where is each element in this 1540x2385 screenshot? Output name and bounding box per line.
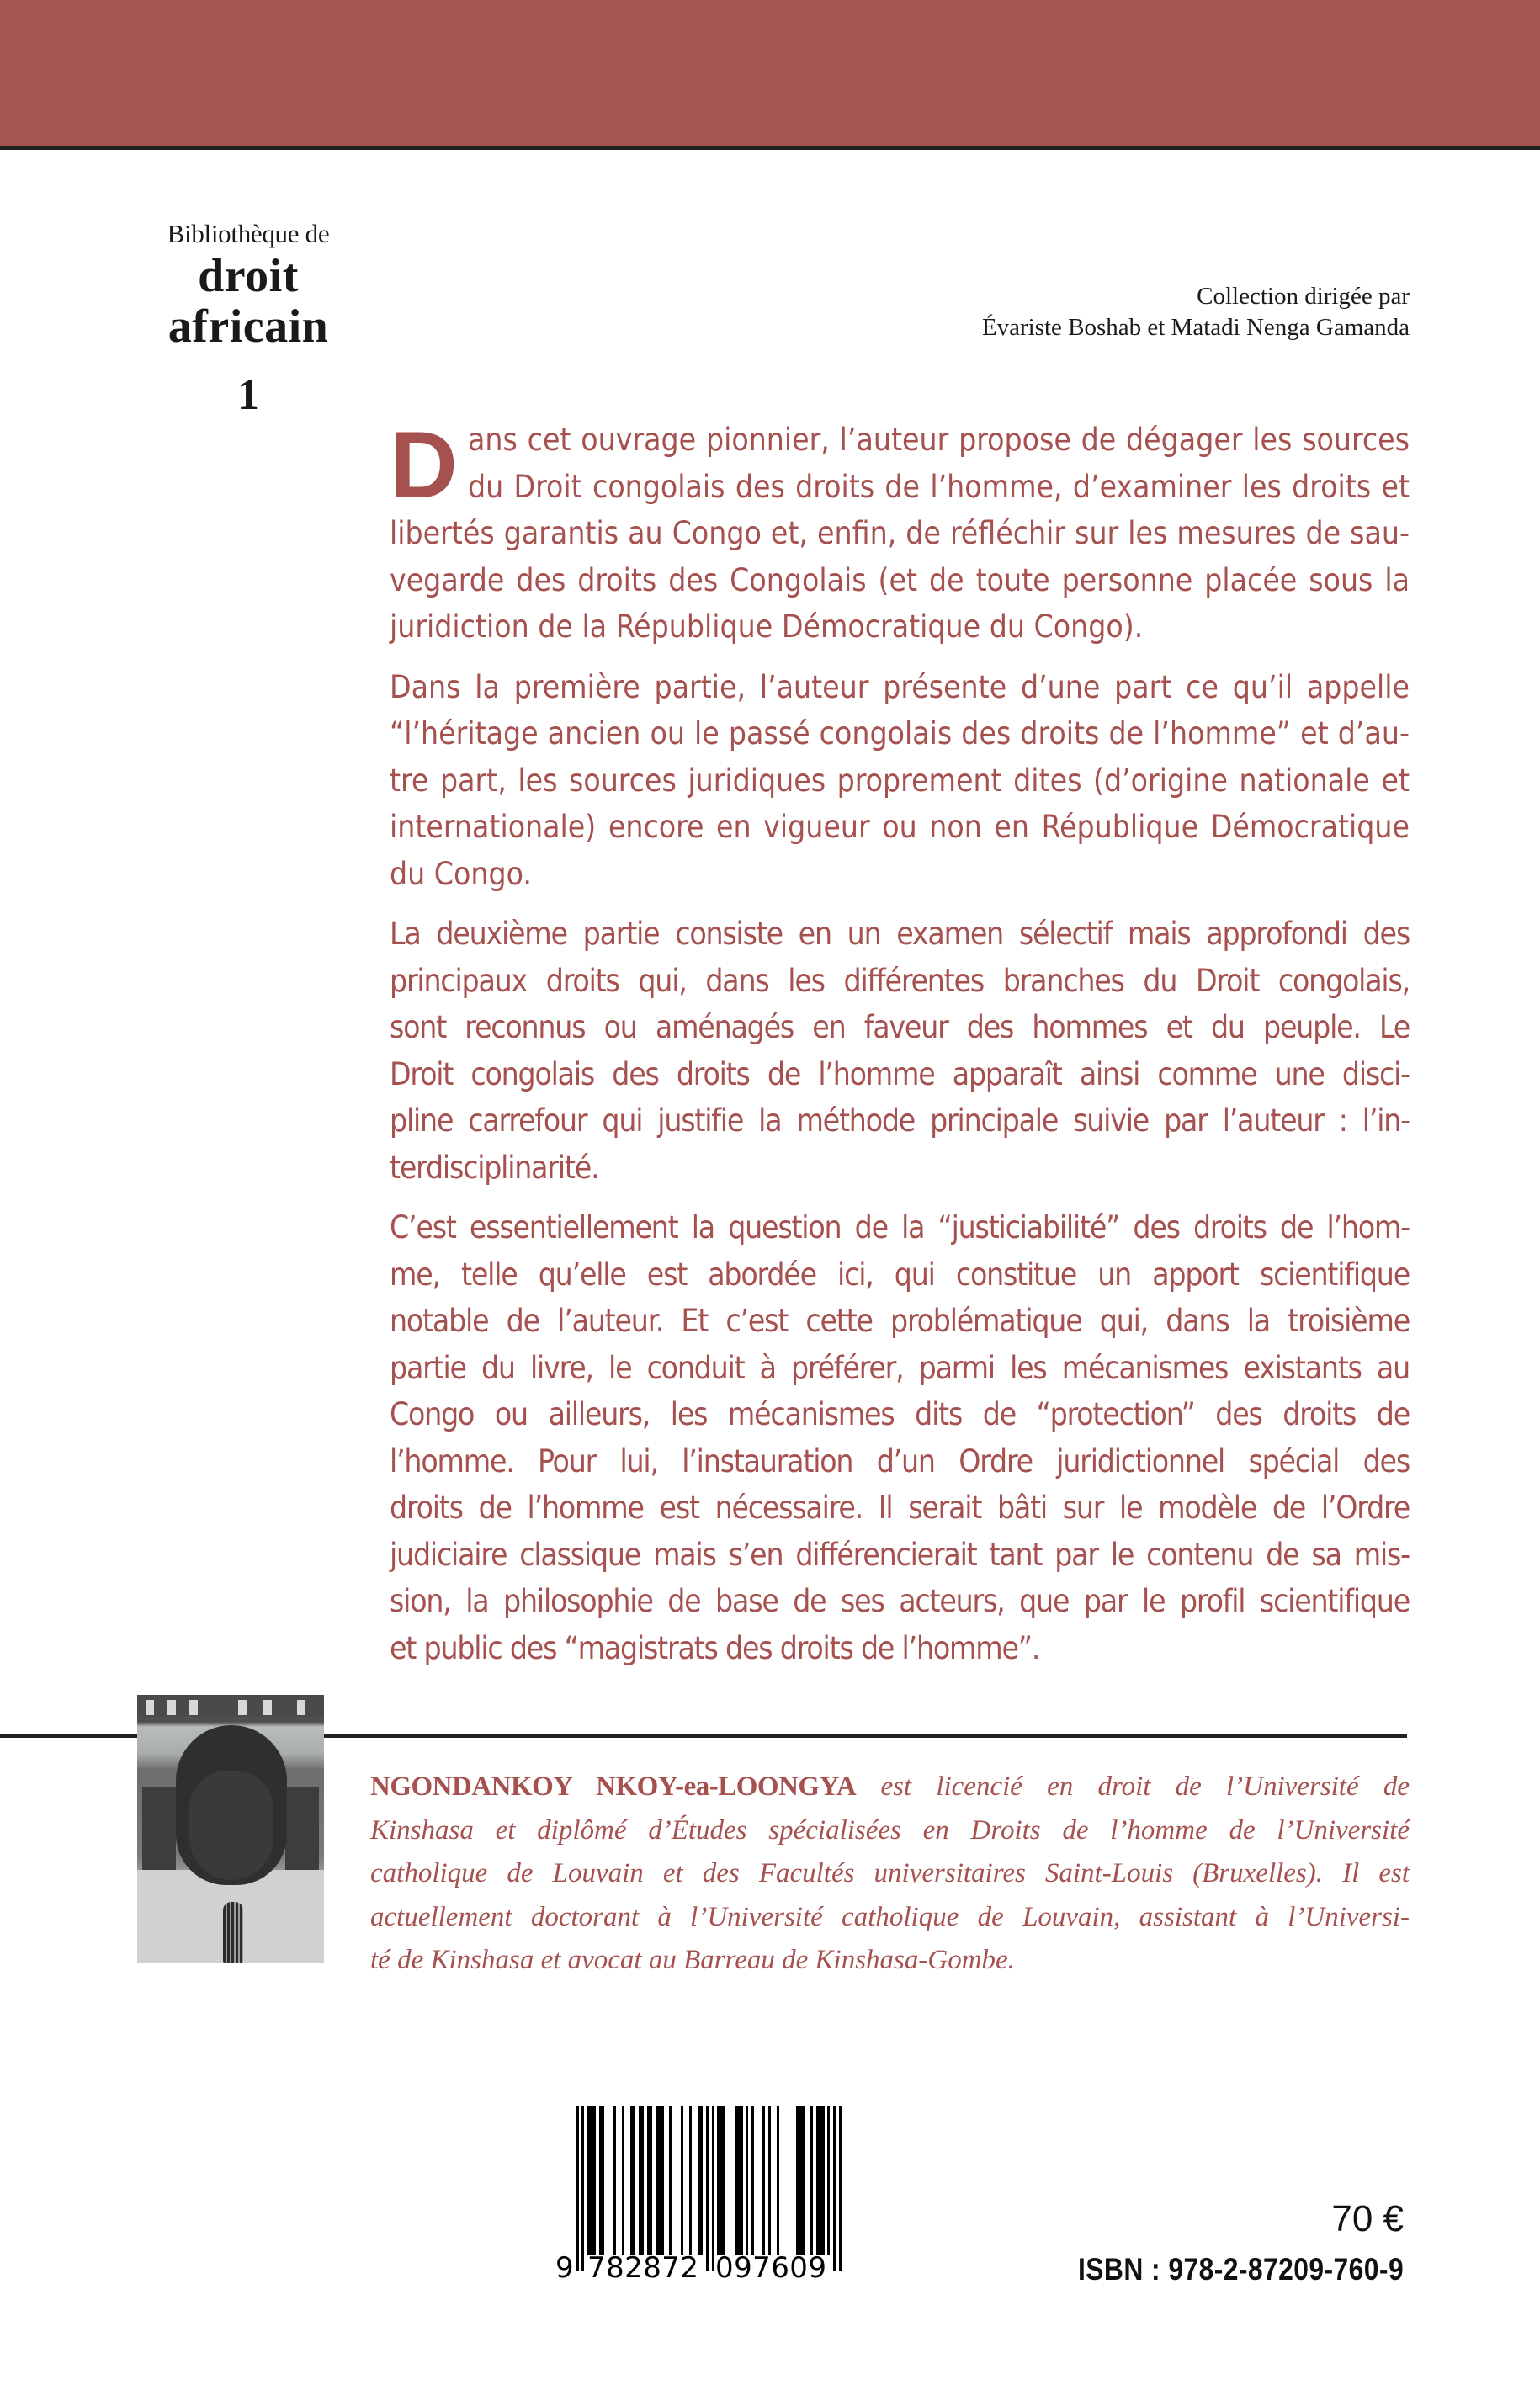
text-line: libertés garantis au Congo et, enfin, de réfléchir sur les mesures de sau- — [390, 515, 1410, 551]
author-photo — [137, 1695, 324, 1963]
series-title-block — [122, 217, 374, 421]
text-line: La deuxième partie consiste en un examen sélectif mais approfondi des — [390, 916, 1410, 952]
text-line: juridiction de la République Démocratique du Congo). — [390, 608, 1144, 645]
text-line: droits de l’homme est nécessaire. Il serait bâti sur le modèle de l’Ordre — [390, 1490, 1410, 1526]
collection-credit — [982, 281, 1410, 343]
barcode-bars — [576, 2106, 842, 2271]
text-line: partie du livre, le conduit à préférer, parmi les mécanismes existants au — [390, 1349, 1410, 1386]
isbn: ISBN : 978-2-87209-760-9 — [1077, 2252, 1404, 2287]
header-rule — [0, 146, 1540, 150]
text-line: du Droit congolais des droits de l’homme, d’examiner les droits et — [468, 468, 1410, 505]
text-line: me, telle qu’elle est abordée ici, qui constitue un apport scientifique — [390, 1256, 1410, 1293]
series-prefix: Bibliothèque de — [167, 219, 330, 248]
text-line: “l’héritage ancien ou le passé congolais des droits de l’homme” et d’au- — [390, 715, 1410, 752]
author-name: NGONDANKOY NKOY-ea-LOONGYA — [370, 1771, 857, 1802]
svg-text:097609: 097609 — [715, 2251, 826, 2285]
text-line: et public des “magistrats des droits de l’homme”. — [390, 1629, 1040, 1666]
barcode-digits — [555, 2251, 826, 2285]
text-line: du Congo. — [390, 855, 532, 892]
drop-cap: D — [390, 412, 458, 518]
text-line: l’homme. Pour lui, l’instauration d’un Ordre juridictionnel spécial des — [390, 1442, 1410, 1479]
blurb — [390, 412, 1410, 1685]
barcode — [555, 2096, 858, 2289]
collection-line1: Collection dirigée par — [1197, 283, 1410, 310]
bio-line: Kinshasa et diplômé d’Études spécialisées en Droits de l’homme de l’Université — [370, 1814, 1410, 1846]
text-line: Congo ou ailleurs, les mécanismes dits de “protection” des droits de — [390, 1396, 1410, 1432]
text-line: tre part, les sources juridiques proprement dites (d’origine nationale et — [390, 762, 1410, 799]
bio-line: actuellement doctorant à l’Université catholique de Louvain, assistant à l’Universi- — [370, 1901, 1410, 1932]
photo-shelf — [137, 1695, 324, 1717]
text-line: sont reconnus ou aménagés en faveur des hommes et du peuple. Le — [390, 1009, 1410, 1045]
text-line: pline carrefour qui justifie la méthode principale suivie par l’auteur : l’in- — [390, 1102, 1410, 1139]
photo-tie — [223, 1902, 243, 1963]
text-line: Droit congolais des droits de l’homme apparaît ainsi comme une disci- — [390, 1055, 1410, 1092]
blurb-paragraph-2 — [390, 664, 1410, 898]
blurb-paragraph-3 — [390, 911, 1410, 1191]
blurb-paragraph-1 — [390, 412, 1410, 651]
text-line: vegarde des droits des Congolais (et de toute personne placée sous la — [390, 561, 1410, 598]
price: 70 € — [1331, 2198, 1404, 2239]
text-line: C’est essentiellement la question de la “justiciabilité” des droits de l’hom- — [390, 1209, 1410, 1246]
text-line: principaux droits qui, dans les différentes branches du Droit congolais, — [390, 962, 1410, 999]
text-line: ans cet ouvrage pionnier, l’auteur propose de dégager les sources — [468, 422, 1410, 458]
text-line: internationale) encore en vigueur ou non en République Démocratique — [390, 809, 1410, 845]
bio-line: té de Kinshasa et avocat au Barreau de Kinshasa-Gombe. — [370, 1945, 1015, 1975]
text-line: sion, la philosophie de base de ses acteurs, que par le profil scientifique — [390, 1583, 1410, 1619]
svg-text:782872: 782872 — [587, 2251, 698, 2285]
author-bio — [370, 1766, 1410, 1983]
header-band — [0, 0, 1540, 146]
series-title-line2: africain — [167, 300, 329, 353]
blurb-paragraph-4 — [390, 1204, 1410, 1671]
text-line: notable de l’auteur. Et c’est cette problématique qui, dans la troisième — [390, 1303, 1410, 1339]
photo-face — [189, 1771, 273, 1880]
series-volume: 1 — [237, 371, 259, 419]
svg-text:9: 9 — [555, 2251, 574, 2285]
text-line: terdisciplinarité. — [390, 1149, 599, 1186]
bio-line: NGONDANKOY NKOY-ea-LOONGYA est licencié en droit de l’Université de — [370, 1771, 1410, 1802]
text-line: Dans la première partie, l’auteur présente d’une part ce qu’il appelle — [390, 668, 1410, 705]
text-line: judiciaire classique mais s’en différencierait tant par le contenu de sa mis- — [390, 1536, 1410, 1573]
series-title-line1: droit — [198, 250, 299, 302]
bio-line: catholique de Louvain et des Facultés universitaires Saint-Louis (Bruxelles). Il est — [370, 1858, 1410, 1888]
collection-editors: Évariste Boshab et Matadi Nenga Gamanda — [981, 314, 1410, 341]
